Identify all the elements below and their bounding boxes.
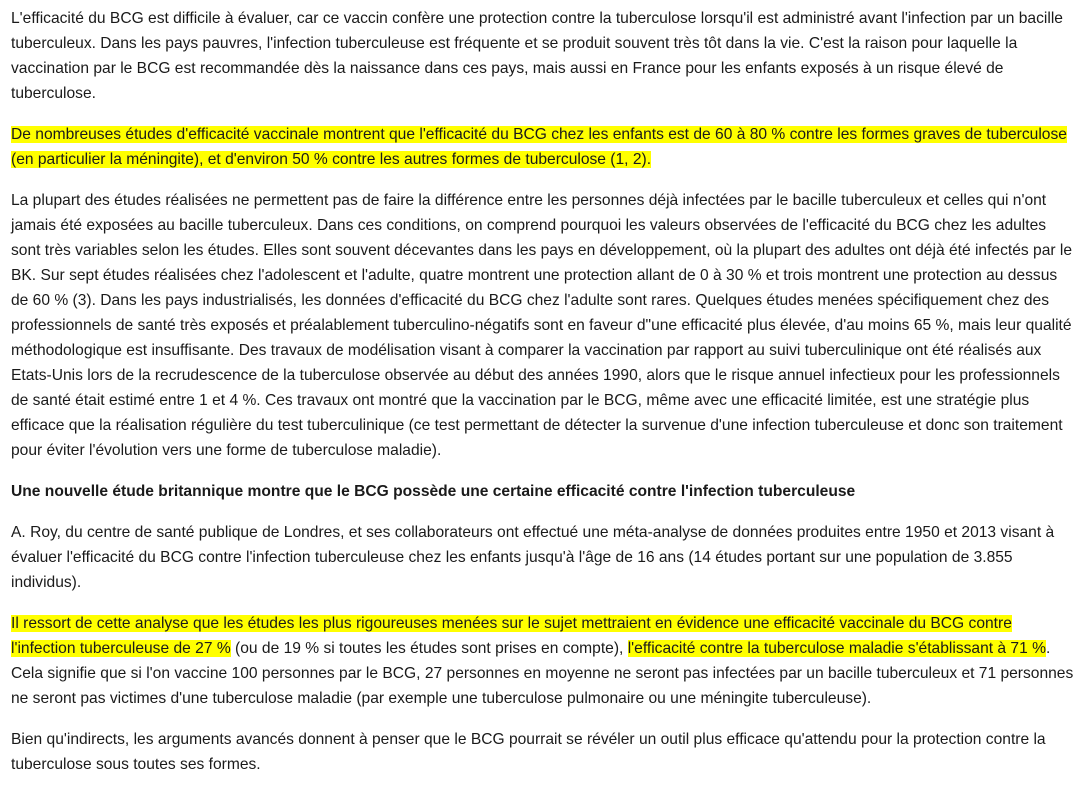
- highlighted-text-infection: Il ressort de cette analyse que les études les plus rigoureuses menées sur le sujet mettraient en évidence une efficacité vaccinale du BCG contre l'infection tuberculeuse de 27 %: [11, 615, 1012, 657]
- section-heading: Une nouvelle étude britannique montre que le BCG possède une certaine efficacité contre l'infection tuberculeuse: [11, 483, 856, 500]
- paragraph-bcg-intro: L'efficacité du BCG est difficile à évaluer, car ce vaccin confère une protection contre la tuberculose lorsqu'il est administré avant l'infection par un bacille tuberculeux. Dans les pays pauvres, l'infection tuberculeuse est fréquente et se produit souvent très tôt dans la vie. C'est la raison pour laquelle la vaccination par le BCG est recommandée dès la naissance dans ces pays, mais aussi en France pour les enfants exposés à un risque élevé de tuberculose.: [11, 10, 1063, 102]
- highlighted-text-disease: l'efficacité contre la tuberculose maladie s'établissant à 71 %: [627, 640, 1046, 657]
- results-text-middle: (ou de 19 % si toutes les études sont prises en compte),: [230, 640, 628, 657]
- results-text-end: . Cela signifie que si l'on vaccine 100 personnes par le BCG, 27 personnes en moyenne ne seront pas infectées par un bacille tuberculeux et 71 personnes ne seront pas victimes d'une tuberculose maladie (par exemple une tuberculose pulmonaire ou une méningite tuberculeuse).: [11, 640, 1074, 707]
- paragraph-meta-analysis: A. Roy, du centre de santé publique de Londres, et ses collaborateurs ont effectué une méta-analyse de données produites entre 1950 et 2013 visant à évaluer l'efficacité du BCG contre l'infection tuberculeuse chez les enfants jusqu'à l'âge de 16 ans (14 études portant sur une population de 3.855 individus).: [11, 524, 1055, 591]
- paragraph-results: [11, 611, 1078, 711]
- highlighted-text: De nombreuses études d'efficacité vaccinale montrent que l'efficacité du BCG chez les enfants est de 60 à 80 % contre les formes graves de tuberculose (en particulier la méningite), et d'environ 50 % contre les autres formes de tuberculose (1, 2).: [11, 126, 1067, 168]
- paragraph-conclusion: Bien qu'indirects, les arguments avancés donnent à penser que le BCG pourrait se révéler un outil plus efficace qu'attendu pour la protection contre la tuberculose sous toutes ses formes.: [11, 731, 1046, 773]
- paragraph-efficacy-children: [11, 122, 1078, 172]
- paragraph-adult-studies: La plupart des études réalisées ne permettent pas de faire la différence entre les personnes déjà infectées par le bacille tuberculeux et celles qui n'ont jamais été exposées au bacille tuberculeux. Dans ces conditions, on comprend pourquoi les valeurs observées de l'efficacité du BCG chez les adultes sont très variables selon les études. Elles sont souvent décevantes dans les pays en développement, où la plupart des adultes ont déjà été infectés par le BK. Sur sept études réalisées chez l'adolescent et l'adulte, quatre montrent une protection allant de 0 à 30 % et trois montrent une protection au dessus de 60 % (3). Dans les pays industrialisés, les données d'efficacité du BCG chez l'adulte sont rares. Quelques études menées spécifiquement chez des professionnels de santé très exposés et préalablement tuberculino-négatifs sont en faveur d"une efficacité plus élevée, d'au moins 65 %, mais leur qualité méthodologique est insuffisante. Des travaux de modélisation visant à comparer la vaccination par rapport au suivi tuberculinique ont été réalisés aux Etats-Unis lors de la recrudescence de la tuberculose observée au début des années 1990, alors que le risque annuel infectieux pour les professionnels de santé était estimé entre 1 et 4 %. Ces travaux ont montré que la vaccination par le BCG, même avec une efficacité limitée, est une stratégie plus efficace que la réalisation régulière du test tuberculinique (ce test permettant de détecter la survenue d'une infection tuberculeuse et donc son traitement pour éviter l'évolution vers une forme de tuberculose maladie).: [11, 192, 1073, 459]
